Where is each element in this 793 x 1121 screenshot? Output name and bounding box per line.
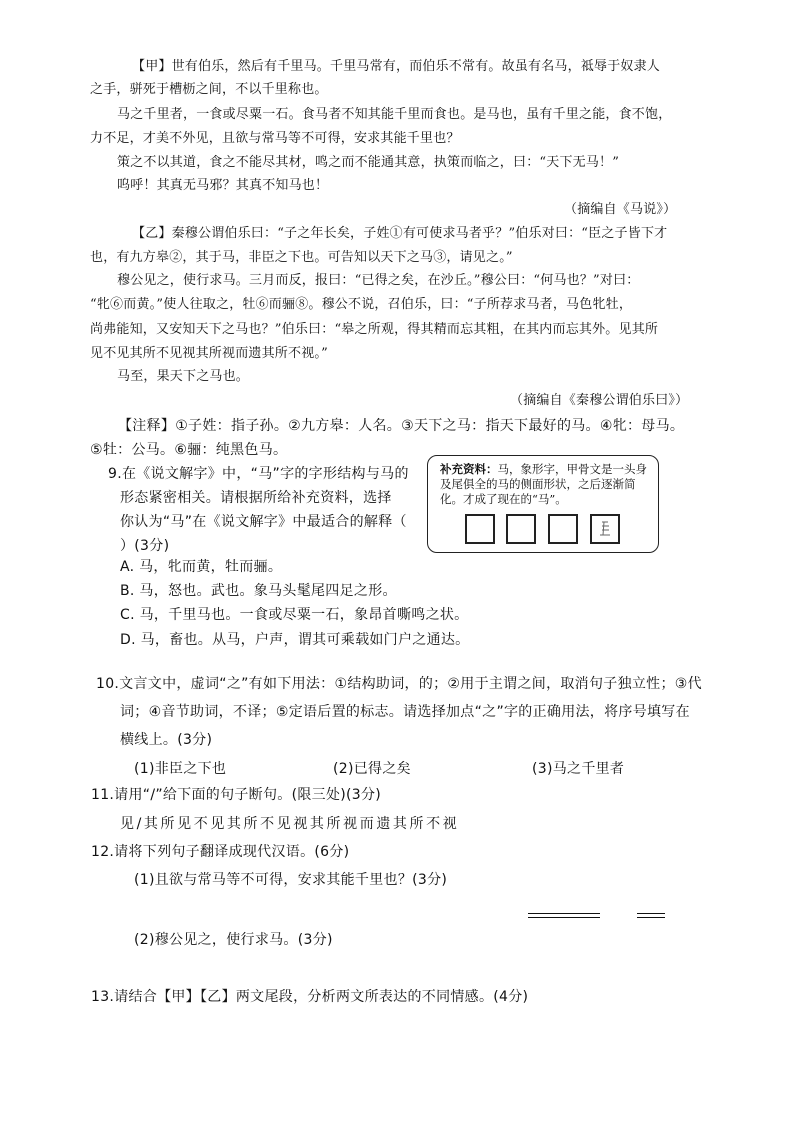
yi-line-7: 马至，果天下之马也。 bbox=[117, 369, 250, 384]
q10-item-2[interactable]: (2)已得之矣 bbox=[333, 761, 411, 777]
q12-prompt: 12.请将下列句子翻译成现代汉语。(6分) bbox=[91, 844, 350, 860]
q10-line-2: 词；④音节助词，不译；⑤定语后置的标志。请选择加点“之”字的正确用法，将序号填写在 bbox=[120, 704, 690, 720]
q9-line-2: 形态紧密相关。请根据所给补充资料，选择 bbox=[120, 490, 392, 506]
jia-source: （摘编自《马说》） bbox=[564, 202, 677, 217]
q12-answer-line-1[interactable] bbox=[528, 913, 600, 918]
jia-line-4: 力不足，才美不外见，且欲与常马等不可得，安求其能千里也？ bbox=[90, 131, 460, 146]
notes-line-1: 【注释】①子姓：指子孙。②九方皋：人名。③天下之马：指天下最好的马。④牝：母马。 bbox=[118, 418, 685, 434]
oracle-glyph-2-icon bbox=[506, 514, 536, 544]
supplement-box bbox=[427, 455, 659, 553]
yi-line-3: 穆公见之，使行求马。三月而反，报曰：“已得之矣，在沙丘。”穆公曰：“何马也？”对曰： bbox=[117, 273, 640, 288]
q10-item-3[interactable]: (3)马之千里者 bbox=[532, 761, 625, 777]
supplement-text bbox=[440, 462, 650, 507]
yi-line-4: “牝⑥而黄。”使人往取之，牡⑥而骊⑧。穆公不说，召伯乐，曰：“子所荐求马者，马色牝牡， bbox=[90, 297, 633, 312]
q9-line-4: ）(3分) bbox=[120, 538, 170, 554]
q13-prompt: 13.请结合【甲】【乙】两文尾段，分析两文所表达的不同情感。(4分) bbox=[91, 989, 529, 1005]
q10-item-1[interactable]: (1)非臣之下也 bbox=[134, 761, 227, 777]
q12-answer-line-2[interactable] bbox=[637, 913, 665, 918]
jia-line-3: 马之千里者，一食或尽粟一石。食马者不知其能千里而食也。是马也，虽有千里之能，食不饱， bbox=[117, 107, 672, 122]
q9-option-c[interactable]: C. 马，千里马也。一食或尽粟一石，象昂首嘶鸣之状。 bbox=[120, 607, 469, 623]
jia-line-2: 之手，骈死于槽枥之间，不以千里称也。 bbox=[90, 82, 328, 97]
q10-line-3: 横线上。(3分) bbox=[120, 732, 213, 748]
q12-item-1: (1)且欲与常马等不可得，安求其能千里也？(3分) bbox=[134, 872, 448, 888]
notes-line-2: ⑤牡：公马。⑥骊：纯黑色马。 bbox=[90, 442, 288, 458]
yi-line-2: 也，有九方皋②，其于马，非臣之下也。可告知以天下之马③，请见之。” bbox=[90, 250, 513, 265]
yi-source: （摘编自《秦穆公谓伯乐曰》） bbox=[510, 393, 689, 408]
q11-prompt: 11.请用“/”给下面的句子断句。(限三处)(3分) bbox=[91, 787, 382, 803]
yi-line-6: 见不见其所不见视其所视而遗其所不视。” bbox=[90, 346, 328, 361]
oracle-glyph-1-icon bbox=[465, 514, 495, 544]
supplement-label: 补充资料： bbox=[440, 462, 498, 476]
oracle-glyph-4-icon bbox=[590, 514, 620, 544]
jia-line-5: 策之不以其道，食之不能尽其材，鸣之而不能通其意，执策而临之，曰：“天下无马！” bbox=[117, 155, 620, 170]
yi-line-5: 尚弗能知，又安知天下之马也？”伯乐曰：“皋之所观，得其精而忘其粗，在其内而忘其外。见其所 bbox=[90, 322, 659, 337]
supplement-body: 马，象形字，甲骨文是一头身及尾俱全的马的侧面形状，之后逐渐简化。才成了现在的“马”。 bbox=[440, 462, 647, 506]
q10-line-1: 10.文言文中，虚词“之”有如下用法：①结构助词，的；②用于主谓之间，取消句子独立性；③代 bbox=[96, 676, 702, 692]
q9-line-1: 9.在《说文解字》中，“马”字的字形结构与马的 bbox=[108, 466, 409, 482]
horse-glyph-icon bbox=[592, 516, 618, 542]
q11-sentence[interactable]: 见/其所见不见其所不见视其所视而遗其所不视 bbox=[120, 816, 460, 832]
q9-line-3: 你认为“马”在《说文解字》中最适合的解释（ bbox=[120, 514, 407, 530]
q9-option-a[interactable]: A. 马，牝而黄，牡而骊。 bbox=[120, 559, 283, 575]
q9-option-d[interactable]: D. 马，畜也。从马，户声，谓其可乘载如门户之通达。 bbox=[120, 632, 470, 648]
q9-option-b[interactable]: B. 马，怒也。武也。象马头髦尾四足之形。 bbox=[120, 583, 397, 599]
jia-line-1: 【甲】世有伯乐，然后有千里马。千里马常有，而伯乐不常有。故虽有名马，祗辱于奴隶人 bbox=[132, 59, 661, 74]
jia-line-6: 呜呼！其真无马邪？其真不知马也！ bbox=[117, 178, 329, 193]
oracle-glyph-3-icon bbox=[548, 514, 578, 544]
yi-line-1: 【乙】秦穆公谓伯乐曰：“子之年长矣，子姓①有可使求马者乎？”伯乐对曰：“臣之子皆下才 bbox=[132, 226, 668, 241]
q12-item-2: (2)穆公见之，使行求马。(3分) bbox=[134, 932, 333, 948]
